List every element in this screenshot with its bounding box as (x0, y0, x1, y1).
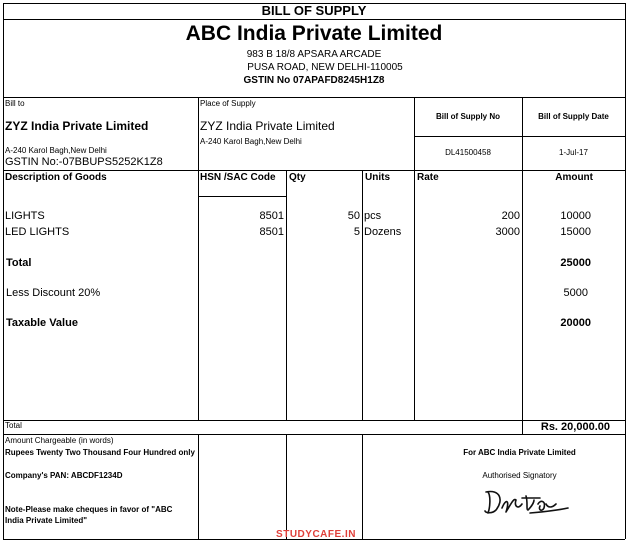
bill-to-address: A-240 Karol Bagh,New Delhi (5, 146, 107, 155)
item-hsn: 8501 (259, 210, 284, 222)
place-of-supply-label: Place of Supply (200, 99, 256, 108)
signature (482, 486, 572, 516)
footer-total-label: Total (5, 421, 22, 430)
item-units: Dozens (364, 226, 402, 238)
item-description: LIGHTS (5, 210, 45, 222)
cheque-note: Note-Please make cheques in favor of "ABC India Private Limited" (5, 505, 173, 525)
bill-date-label: Bill of Supply Date (538, 112, 609, 121)
item-hsn: 8501 (259, 226, 284, 238)
footer-total-value: Rs. 20,000.00 (540, 421, 610, 433)
item-units: pcs (364, 210, 382, 222)
watermark: STUDYCAFE.IN (276, 529, 356, 540)
discount-value: 5000 (563, 287, 588, 299)
company-name: ABC India Private Limited (185, 22, 443, 45)
place-of-supply-name: ZYZ India Private Limited (200, 119, 335, 133)
total-value: 25000 (560, 257, 591, 269)
taxable-value: 20000 (560, 317, 591, 329)
col-rate: Rate (417, 172, 439, 183)
col-units: Units (365, 172, 390, 183)
amount-in-words: Rupees Twenty Two Thousand Four Hundred only (5, 448, 195, 457)
bill-no-value: DL41500458 (445, 148, 491, 157)
bill-no-label: Bill of Supply No (436, 112, 500, 121)
total-label: Total (6, 257, 32, 269)
col-description: Description of Goods (5, 172, 107, 183)
col-hsn: HSN /SAC Code (200, 172, 276, 183)
bill-date-value: 1-Jul-17 (559, 148, 588, 157)
company-pan: Company's PAN: ABCDF1234D (5, 471, 123, 480)
document-title: BILL OF SUPPLY (261, 3, 367, 18)
place-of-supply-address: A-240 Karol Bagh,New Delhi (200, 137, 302, 146)
col-qty: Qty (289, 172, 306, 183)
amount-chargeable-label: Amount Chargeable (in words) (5, 436, 114, 445)
item-amount: 10000 (560, 210, 591, 222)
bill-to-label: Bill to (5, 99, 25, 108)
item-qty: 50 (347, 210, 360, 222)
for-company: For ABC India Private Limited (463, 448, 576, 457)
discount-label: Less Discount 20% (6, 287, 101, 299)
item-rate: 200 (501, 210, 520, 222)
company-gstin: GSTIN No 07APAFD8245H1Z8 (243, 75, 385, 86)
authorised-signatory: Authorised Signatory (482, 471, 557, 480)
col-amount: Amount (555, 172, 593, 183)
bill-to-gstin: GSTIN No:-07BBUPS5252K1Z8 (5, 156, 163, 168)
item-description: LED LIGHTS (5, 226, 70, 238)
bill-to-name: ZYZ India Private Limited (5, 119, 149, 133)
company-address-line2: PUSA ROAD, NEW DELHI-110005 (247, 62, 403, 73)
item-qty: 5 (353, 226, 360, 238)
item-amount: 15000 (560, 226, 591, 238)
item-rate: 3000 (495, 226, 520, 238)
company-address-line1: 983 B 18/8 APSARA ARCADE (246, 49, 382, 60)
taxable-label: Taxable Value (6, 317, 78, 329)
